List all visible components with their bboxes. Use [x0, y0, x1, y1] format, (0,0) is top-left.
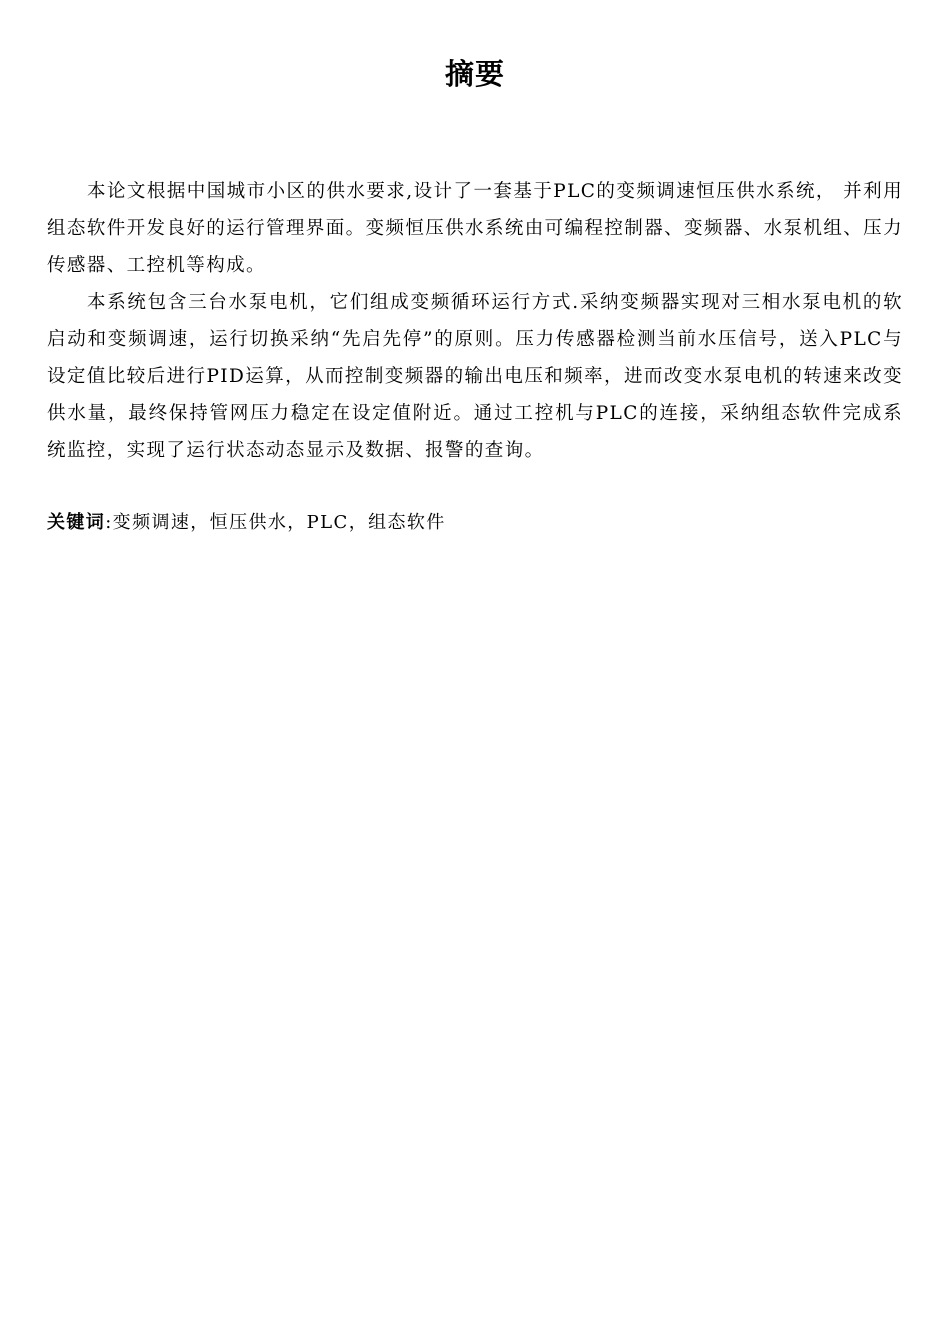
abstract-paragraph-1: 本论文根据中国城市小区的供水要求,设计了一套基于PLC的变频调速恒压供水系统， 并利用组态软件开发良好的运行管理界面。变频恒压供水系统由可编程控制器、变频器、水泵机组、压力传感器、工控机等构成。	[47, 181, 903, 276]
abstract-paragraph-2: 本系统包含三台水泵电机，它们组成变频循环运行方式.采纳变频器实现对三相水泵电机的软启动和变频调速，运行切换采纳“先启先停”的原则。压力传感器检测当前水压信号，送入PLC与设定值比较后进行PID运算，从而控制变频器的输出电压和频率，进而改变水泵电机的转速来改变供水量，最终保持管网压力稳定在设定值附近。通过工控机与PLC的连接，采纳组态软件完成系统监控，实现了运行状态动态显示及数据、报警的查询。	[47, 292, 903, 461]
abstract-title: 摘要	[444, 57, 505, 91]
keywords-label: 关键词	[47, 512, 106, 533]
keywords-line	[47, 505, 903, 541]
keywords-separator: :	[105, 512, 113, 533]
abstract-body	[47, 173, 903, 469]
keywords-list: 变频调速，恒压供水，PLC，组态软件	[112, 512, 446, 533]
